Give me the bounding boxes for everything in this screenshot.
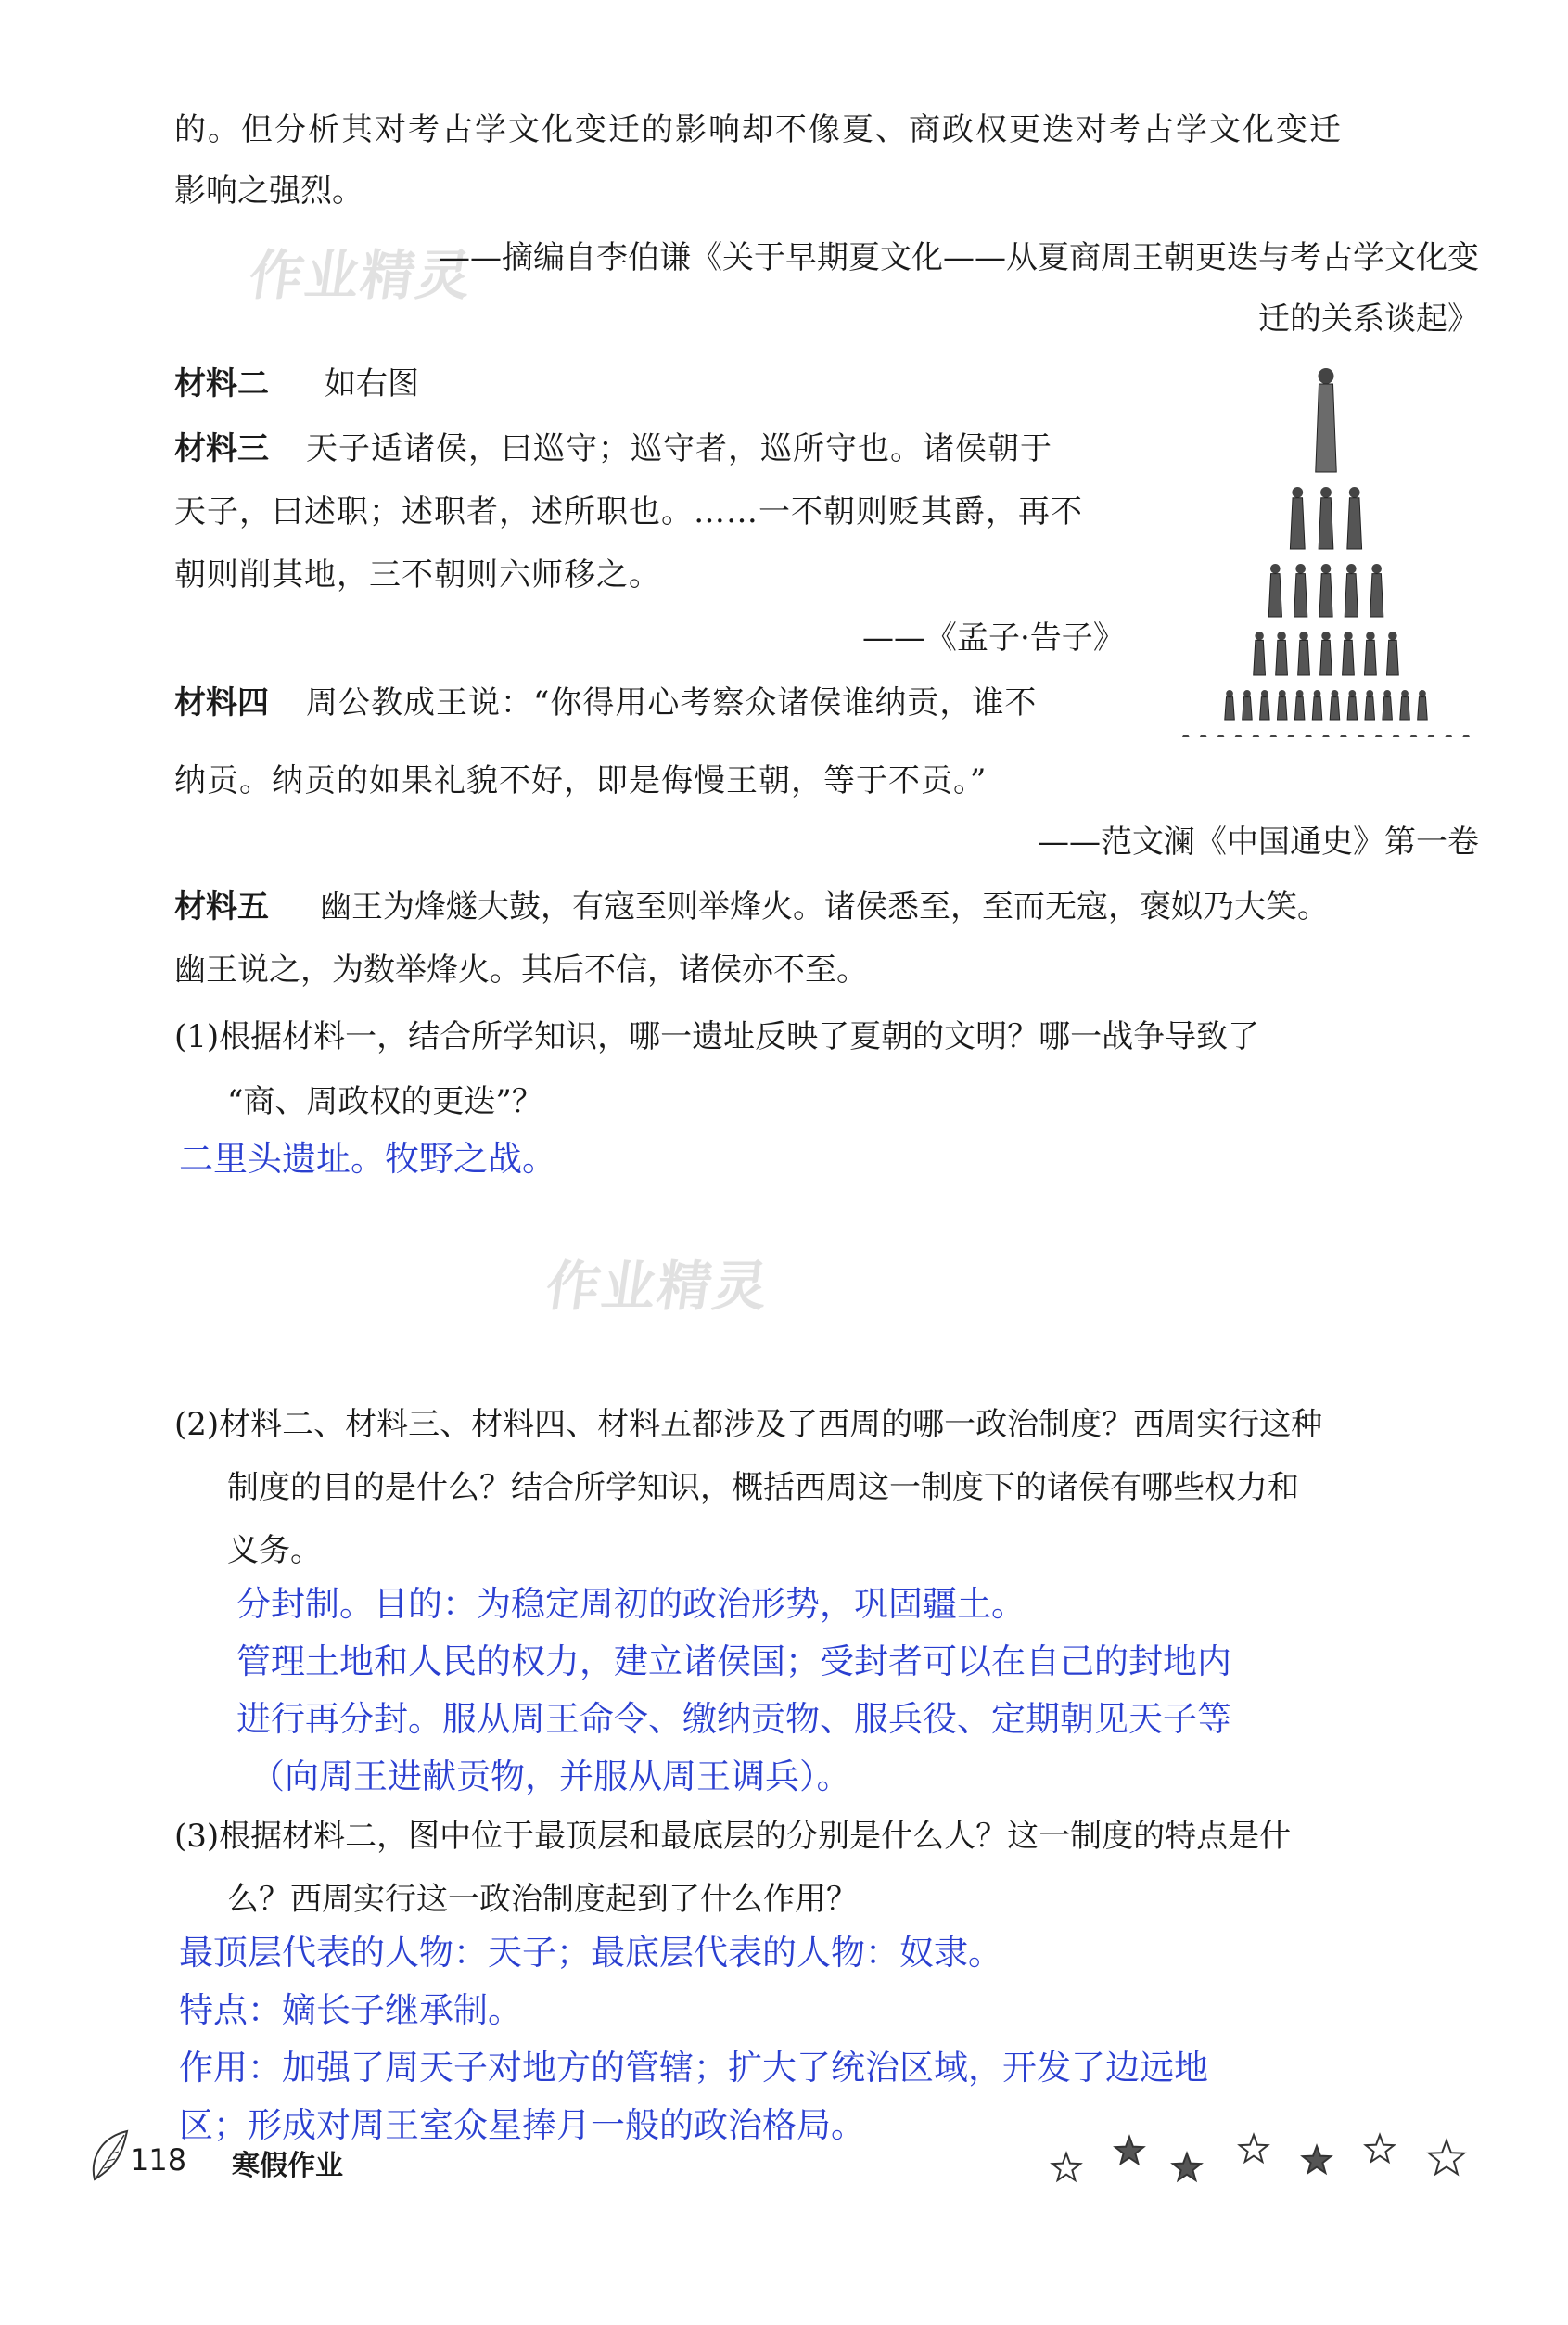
answer-3-line-1: 最顶层代表的人物：天子；最底层代表的人物：奴隶。 xyxy=(179,1933,1002,1973)
pyramid-figure xyxy=(1268,735,1279,737)
pyramid-figure xyxy=(1304,735,1314,737)
pyramid-figure xyxy=(1400,690,1410,720)
pyramid-figure xyxy=(1347,690,1358,720)
pyramid-figure xyxy=(1370,564,1383,617)
material-1-source-1: ——摘编自李伯谦《关于早期夏文化——从夏商周王朝更迭与考古学文化变 xyxy=(439,239,1479,276)
star-icon xyxy=(1173,2153,1201,2180)
pyramid-figure xyxy=(1251,735,1261,737)
material-3-line-1: 天子适诸侯，曰巡守；巡守者，巡所守也。诸侯朝于 xyxy=(306,430,1052,467)
answer-3-line-4: 区；形成对周王室众星捧月一般的政治格局。 xyxy=(179,2105,865,2145)
star-icon xyxy=(1240,2135,1268,2162)
pyramid-figure xyxy=(1365,690,1375,720)
star-icon xyxy=(1429,2140,1464,2174)
material-4-line-1: 周公教成王说：“你得用心考察众诸侯谁纳贡，谁不 xyxy=(306,684,1038,722)
pyramid-figure xyxy=(1321,735,1332,737)
pyramid-figure xyxy=(1347,487,1362,549)
pyramid-figure xyxy=(1357,735,1367,737)
pyramid-figure xyxy=(1461,735,1472,737)
hierarchy-pyramid-illustration xyxy=(1168,366,1484,737)
star-icon xyxy=(1303,2146,1331,2173)
question-2-line-2: 制度的目的是什么？结合所学知识，概括西周这一制度下的诸侯有哪些权力和 xyxy=(227,1469,1299,1506)
pyramid-figure xyxy=(1268,564,1281,617)
star-icon xyxy=(1115,2137,1143,2164)
material-3-line-3: 朝则削其地，三不朝则六师移之。 xyxy=(174,556,661,594)
answer-3-line-3: 作用：加强了周天子对地方的管辖；扩大了统治区域，开发了边远地 xyxy=(179,2048,1208,2088)
watermark: 作业精灵 xyxy=(245,244,478,307)
pyramid-figure xyxy=(1383,690,1393,720)
pyramid-figure xyxy=(1286,735,1296,737)
pyramid-figure xyxy=(1260,690,1270,720)
pyramid-figure xyxy=(1391,735,1401,737)
material-3-source: ——《孟子·告子》 xyxy=(862,620,1125,657)
material-1-source-2: 迁的关系谈起》 xyxy=(1258,300,1479,338)
pyramid-figure xyxy=(1181,735,1192,737)
pyramid-figure xyxy=(1290,487,1305,549)
answer-1: 二里头遗址。牧野之战。 xyxy=(179,1139,556,1179)
pyramid-figure xyxy=(1426,735,1436,737)
pyramid-figure xyxy=(1225,690,1235,720)
answer-2-line-1: 分封制。目的：为稳定周初的政治形势，巩固疆土。 xyxy=(236,1584,1026,1624)
star-icon xyxy=(1366,2135,1394,2162)
material-5-label: 材料五 xyxy=(174,888,269,926)
star-icon xyxy=(1052,2153,1080,2180)
pyramid-figure xyxy=(1276,632,1288,675)
pyramid-figure xyxy=(1345,564,1358,617)
material-5-line-1: 幽王为烽燧大鼓，有寇至则举烽火。诸侯悉至，至而无寇，褒姒乃大笑。 xyxy=(320,888,1329,926)
answer-2-line-4: （向周王进献贡物，并服从周王调兵）。 xyxy=(250,1757,851,1796)
question-1-line-2: “商、周政权的更迭”？ xyxy=(227,1083,543,1120)
pyramid-figure xyxy=(1319,564,1332,617)
pyramid-figure xyxy=(1243,690,1253,720)
question-1-line-1: (1)根据材料一，结合所学知识，哪一遗址反映了夏朝的文明？哪一战争导致了 xyxy=(174,1018,1260,1055)
pyramid-figure xyxy=(1312,690,1322,720)
material-3-label: 材料三 xyxy=(174,430,269,467)
answer-2-line-3: 进行再分封。服从周王命令、缴纳贡物、服兵役、定期朝见天子等 xyxy=(236,1699,1231,1739)
question-2-line-3: 义务。 xyxy=(227,1532,322,1569)
pyramid-figure xyxy=(1216,735,1226,737)
question-3-line-2: 么？西周实行这一政治制度起到了什么作用？ xyxy=(227,1881,858,1918)
answer-3-line-2: 特点：嫡长子继承制。 xyxy=(179,1990,522,2030)
material-1-line-2: 影响之强烈。 xyxy=(174,172,363,210)
pyramid-figure xyxy=(1319,487,1333,549)
material-4-line-2: 纳贡。纳贡的如果礼貌不好，即是侮慢王朝，等于不贡。” xyxy=(174,762,988,799)
pyramid-figure xyxy=(1339,735,1349,737)
material-1-line-1: 的。但分析其对考古学文化变迁的影响却不像夏、商政权更迭对考古学文化变迁 xyxy=(174,111,1343,148)
pyramid-figure xyxy=(1409,735,1419,737)
pyramid-figure xyxy=(1373,735,1383,737)
question-2-line-1: (2)材料二、材料三、材料四、材料五都涉及了西周的哪一政治制度？西周实行这种 xyxy=(174,1406,1323,1443)
pyramid-figure xyxy=(1233,735,1243,737)
footer-label: 寒假作业 xyxy=(232,2150,343,2182)
pyramid-figure xyxy=(1316,368,1337,472)
pyramid-figure xyxy=(1298,632,1310,675)
pyramid-figure xyxy=(1365,632,1377,675)
material-2-label: 材料二 xyxy=(174,365,269,402)
material-4-source: ——范文澜《中国通史》第一卷 xyxy=(1038,824,1479,861)
pyramid-figure xyxy=(1387,632,1399,675)
page-number: 118 xyxy=(130,2142,187,2178)
pyramid-figure xyxy=(1254,632,1266,675)
pyramid-figure xyxy=(1278,690,1288,720)
stars-decoration xyxy=(1039,2124,1502,2198)
material-2-text: 如右图 xyxy=(325,365,419,402)
pyramid-figure xyxy=(1444,735,1454,737)
material-4-label: 材料四 xyxy=(174,684,269,722)
pyramid-figure xyxy=(1294,564,1307,617)
pyramid-figure xyxy=(1418,690,1428,720)
material-3-line-2: 天子，曰述职；述职者，述所职也。……一不朝则贬其爵，再不 xyxy=(174,493,1083,530)
material-5-line-2: 幽王说之，为数举烽火。其后不信，诸侯亦不至。 xyxy=(174,952,868,989)
watermark: 作业精灵 xyxy=(542,1255,774,1318)
answer-2-line-2: 管理土地和人民的权力，建立诸侯国；受封者可以在自己的封地内 xyxy=(236,1642,1231,1681)
pyramid-figure xyxy=(1320,632,1332,675)
pyramid-figure xyxy=(1330,690,1340,720)
question-3-line-1: (3)根据材料二，图中位于最顶层和最底层的分别是什么人？这一制度的特点是什 xyxy=(174,1818,1292,1855)
pyramid-figure xyxy=(1343,632,1355,675)
pyramid-figure xyxy=(1198,735,1208,737)
pyramid-figure xyxy=(1294,690,1305,720)
